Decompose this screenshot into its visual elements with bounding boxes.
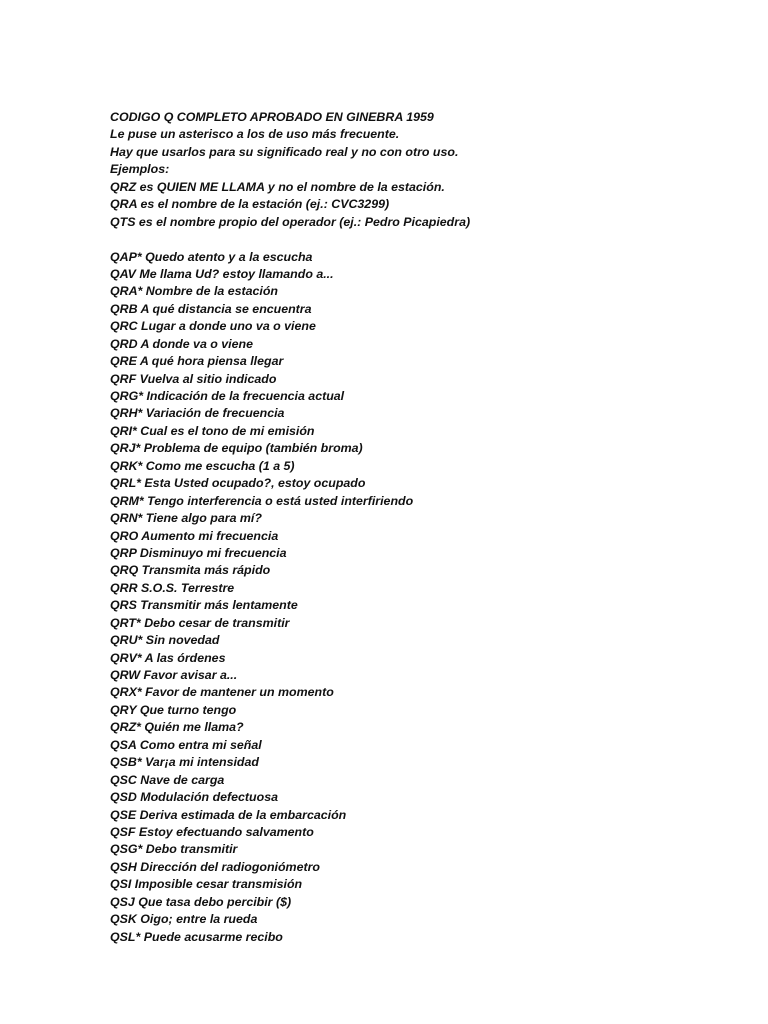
code-line: QRJ* Problema de equipo (también broma) [110, 441, 363, 456]
example-line: QRZ es QUIEN ME LLAMA y no el nombre de la estación. [110, 179, 445, 194]
intro-line: Ejemplos: [110, 162, 170, 177]
code-line: QRB A qué distancia se encuentra [110, 301, 312, 316]
code-line: QRT* Debo cesar de transmitir [110, 615, 290, 630]
code-line: QRA* Nombre de la estación [110, 284, 279, 299]
code-line: QRY Que turno tengo [110, 702, 237, 717]
example-line: QTS es el nombre propio del operador (ej.: Pedro Picapiedra) [110, 214, 471, 229]
code-line: QRZ* Quién me llama? [110, 720, 244, 735]
code-line: QRG* Indicación de la frecuencia actual [110, 389, 345, 403]
code-line: QRC Lugar a donde uno va o viene [110, 319, 316, 334]
code-line: QSB* Var¡a mi intensidad [110, 755, 259, 770]
code-line: QRL* Esta Usted ocupado?, estoy ocupado [110, 476, 366, 491]
code-line: QSA Como entra mi señal [110, 737, 262, 752]
code-line: QRK* Como me escucha (1 a 5) [110, 458, 295, 473]
code-line: QAV Me llama Ud? estoy llamando a... [110, 266, 334, 281]
code-line: QSL* Puede acusarme recibo [110, 929, 283, 944]
code-line: QRR S.O.S. Terrestre [110, 580, 235, 595]
code-line: QRX* Favor de mantener un momento [110, 685, 334, 700]
code-line: QSD Modulación defectuosa [110, 790, 278, 805]
document-title: CODIGO Q COMPLETO APROBADO EN GINEBRA 1959 [110, 110, 434, 124]
code-line: QRW Favor avisar a... [110, 668, 238, 682]
code-line: QSH Dirección del radiogoniómetro [110, 859, 320, 874]
code-line: QRN* Tiene algo para mí? [110, 511, 262, 526]
code-line: QRD A donde va o viene [110, 336, 253, 351]
blank-line [110, 231, 730, 248]
code-line: QSI Imposible cesar transmisión [110, 877, 303, 892]
code-line: QRO Aumento mi frecuencia [110, 528, 279, 543]
code-line: QSE Deriva estimada de la embarcación [110, 807, 347, 822]
code-line: QRS Transmitir más lentamente [110, 598, 298, 613]
example-line: QRA es el nombre de la estación (ej.: CVC3299) [110, 197, 390, 212]
code-line: QSG* Debo transmitir [110, 842, 238, 857]
code-line: QSJ Que tasa debo percibir ($) [110, 894, 292, 909]
code-line: QSK Oigo; entre la rueda [110, 912, 258, 927]
code-line: QRP Disminuyo mi frecuencia [110, 545, 287, 560]
code-line: QSF Estoy efectuando salvamento [110, 824, 314, 839]
document-body [110, 109, 730, 946]
code-line: QRM* Tengo interferencia o está usted interfiriendo [110, 493, 414, 508]
code-line: QAP* Quedo atento y a la escucha [110, 249, 313, 264]
intro-line: Hay que usarlos para su significado real y no con otro uso. [110, 144, 459, 159]
intro-line: Le puse un asterisco a los de uso más frecuente. [110, 127, 400, 142]
code-line: QSC Nave de carga [110, 772, 225, 787]
code-line: QRQ Transmita más rápido [110, 563, 271, 578]
code-line: QRH* Variación de frecuencia [110, 406, 285, 421]
code-line: QRU* Sin novedad [110, 633, 220, 648]
code-line: QRV* A las órdenes [110, 650, 226, 665]
code-line: QRF Vuelva al sitio indicado [110, 371, 277, 386]
code-line: QRI* Cual es el tono de mi emisión [110, 423, 315, 438]
code-line: QRE A qué hora piensa llegar [110, 354, 284, 369]
